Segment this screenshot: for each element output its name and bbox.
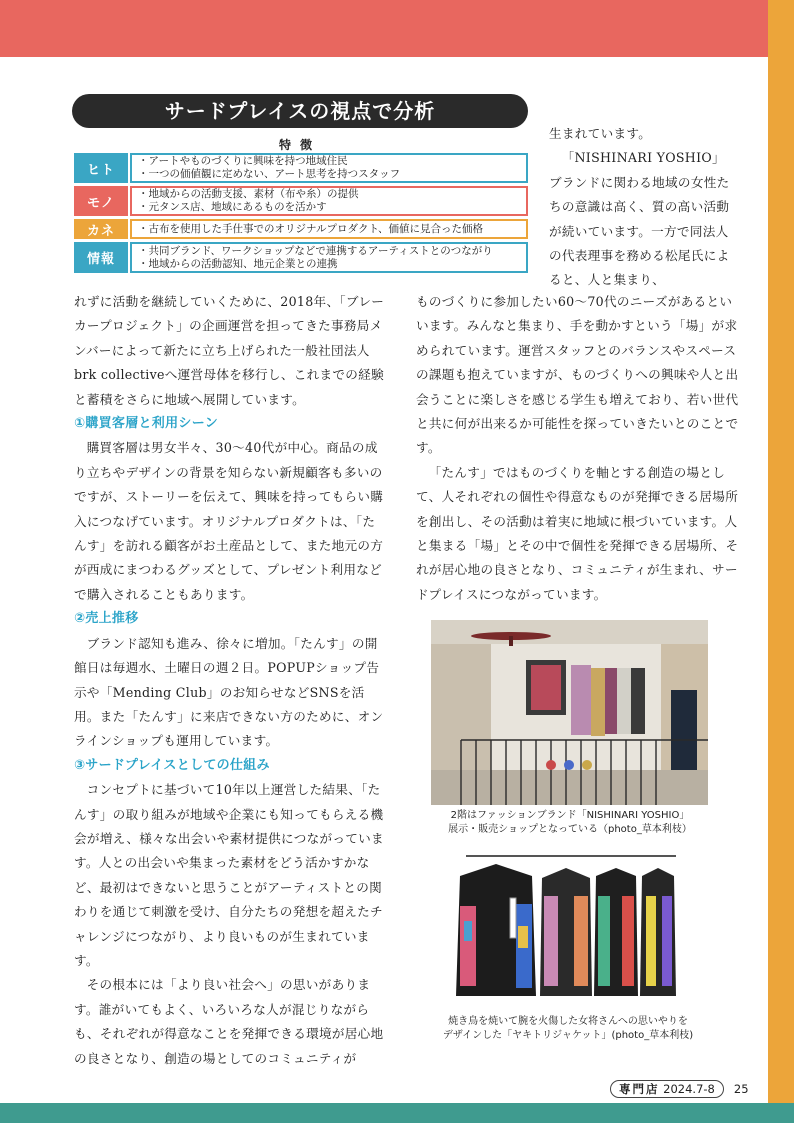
paragraph: 生まれています。 bbox=[549, 126, 652, 141]
row-content bbox=[130, 153, 528, 183]
caption-line: 焼き鳥を焼いて腕を火傷した女将さんへの思いやりを bbox=[448, 1016, 688, 1027]
magazine-name: 専門店 bbox=[619, 1082, 660, 1096]
top-color-band bbox=[0, 0, 768, 57]
caption-line: デザインした「ヤキトリジャケット」(photo_草本利枝) bbox=[442, 1030, 694, 1041]
right-color-band bbox=[768, 0, 794, 1123]
bottom-color-band bbox=[0, 1103, 794, 1123]
row-line: ・共同ブランド、ワークショップなどで連携するアーティストとのつながり bbox=[138, 244, 493, 257]
subheading-sales: ②売上推移 bbox=[74, 611, 139, 627]
page-number: 25 bbox=[733, 1082, 749, 1096]
left-column bbox=[74, 290, 387, 1071]
row-content bbox=[130, 219, 528, 239]
row-line: ・地域からの活動支援、素材（布や糸）の提供 bbox=[138, 188, 359, 200]
row-line: ・アートやものづくりに興味を持つ地域住民 bbox=[138, 155, 348, 167]
paragraph: れずに活動を継続していくために、2018年、「ブレーカープロジェクト」の企画運営を担ってきた事務局メンバーによって新たに立ち上げられた一般社団法人brk collectiveへ運営母体を移行し、これまでの経験と蓄積をさらに地域へ展開しています。 bbox=[74, 294, 385, 407]
subheading-mechanism: ③サードプレイスとしての仕組み bbox=[74, 757, 270, 773]
right-column bbox=[416, 290, 740, 607]
page-footer bbox=[610, 1080, 749, 1098]
subheading-customers: ①購買客層と利用シーン bbox=[74, 416, 219, 432]
row-line: ・地域からの活動認知、地元企業との連携 bbox=[138, 257, 338, 270]
row-label: カネ bbox=[74, 219, 128, 239]
right-upper-column bbox=[549, 122, 737, 293]
paragraph: 「NISHINARI YOSHIO」ブランドに関わる地域の女性たちの意識は高く、質の高い活動が続いています。一方で同法人の代表理事を務める松尾氏によると、人と集まり、 bbox=[549, 150, 730, 288]
paragraph: ものづくりに参加したい60〜70代のニーズがあるといいます。みんなと集まり、手を動かすという「場」が求められています。運営スタッフとのバランスやスペースの課題も抱えていますが、ものづくりへの興味や人と出会うことに楽しさを感じる学生も増えており、若い世代と共に何が出来るか可能性を探っていきたいとのことです。 bbox=[416, 294, 739, 456]
section-title: サードプレイスの視点で分析 bbox=[72, 94, 528, 128]
issue-date: 2024.7-8 bbox=[663, 1082, 715, 1096]
row-content bbox=[130, 186, 528, 216]
magazine-label bbox=[610, 1080, 724, 1098]
photo-caption-2 bbox=[418, 1015, 718, 1043]
row-line: ・古布を使用した手仕事でのオリジナルプロダクト、価値に見合った価格 bbox=[138, 222, 484, 235]
row-line: ・元タンス店、地域にあるものを活かす bbox=[138, 201, 327, 213]
paragraph: ブランド認知も進み、徐々に増加。「たんす」の開館日は毎週水、土曜日の週２日。POPUPショップ告示や「Mending Club」のお知らせなどSNSを活用。また「たんす」に来店できない方のために、オンラインショップも運用しています。 bbox=[74, 635, 384, 749]
table-row-mono bbox=[74, 186, 528, 216]
paragraph: その根本には「より良い社会へ」の思いがあります。誰がいてもよく、いろいろな人が混じりながらも、それぞれが得意なことを発揮できる環境が居心地の良さとなり、創造の場としてのコミュニティが bbox=[74, 977, 384, 1066]
row-label: 情報 bbox=[74, 242, 128, 273]
paragraph: 「たんす」ではものづくりを軸とする創造の場として、人それぞれの個性や得意なものが発揮できる居場所を創出し、その活動は着実に地域に根づいています。人と集まる「場」とその中で個性を発揮できる居場所、それが居心地の良さとなり、コミュニティが生まれ、サードプレイスにつながっています。 bbox=[416, 464, 739, 602]
caption-line: 2階はファッションブランド「NISHINARI YOSHIO」 bbox=[450, 810, 690, 821]
photo-caption-1 bbox=[420, 809, 720, 837]
shop-interior-photo bbox=[431, 620, 708, 805]
caption-line: 展示・販売ショップとなっている（photo_草本利枝） bbox=[448, 824, 692, 835]
paragraph: 購買客層は男女半々、30〜40代が中心。商品の成り立ちやデザインの背景を知らない新規顧客も多いのですが、ストーリーを伝えて、興味を持ってもらい購入につなげています。オリジナルプロダクトは、「たんす」を訪れる顧客がお土産品として、また地元の方が西成にまつわるグッズとして、プレゼント利用などで購入されることもあります。 bbox=[74, 440, 384, 602]
row-label: モノ bbox=[74, 186, 128, 216]
row-content bbox=[130, 242, 528, 273]
table-caption: 特徴 bbox=[278, 138, 321, 152]
paragraph: コンセプトに基づいて10年以上運営した結果、「たんす」の取り組みが地域や企業にも知ってもらえる機会が増え、様々な出会いや素材提供につながっています。人との出会いや集まった素材をどう活かすかなど、最初はできないと思うことがアーティストとの関わりを通じて刺激を受け、自分たちの発想を超えたチャレンジにつながり、より良いものが生まれています。 bbox=[74, 782, 384, 968]
row-label: ヒト bbox=[74, 153, 128, 183]
row-line: ・一つの価値観に定めない、アート思考を持つスタッフ bbox=[138, 168, 401, 180]
table-row-joho bbox=[74, 242, 528, 273]
table-row-hito bbox=[74, 153, 528, 183]
table-row-kane bbox=[74, 219, 528, 239]
jackets-photo bbox=[446, 846, 690, 1012]
